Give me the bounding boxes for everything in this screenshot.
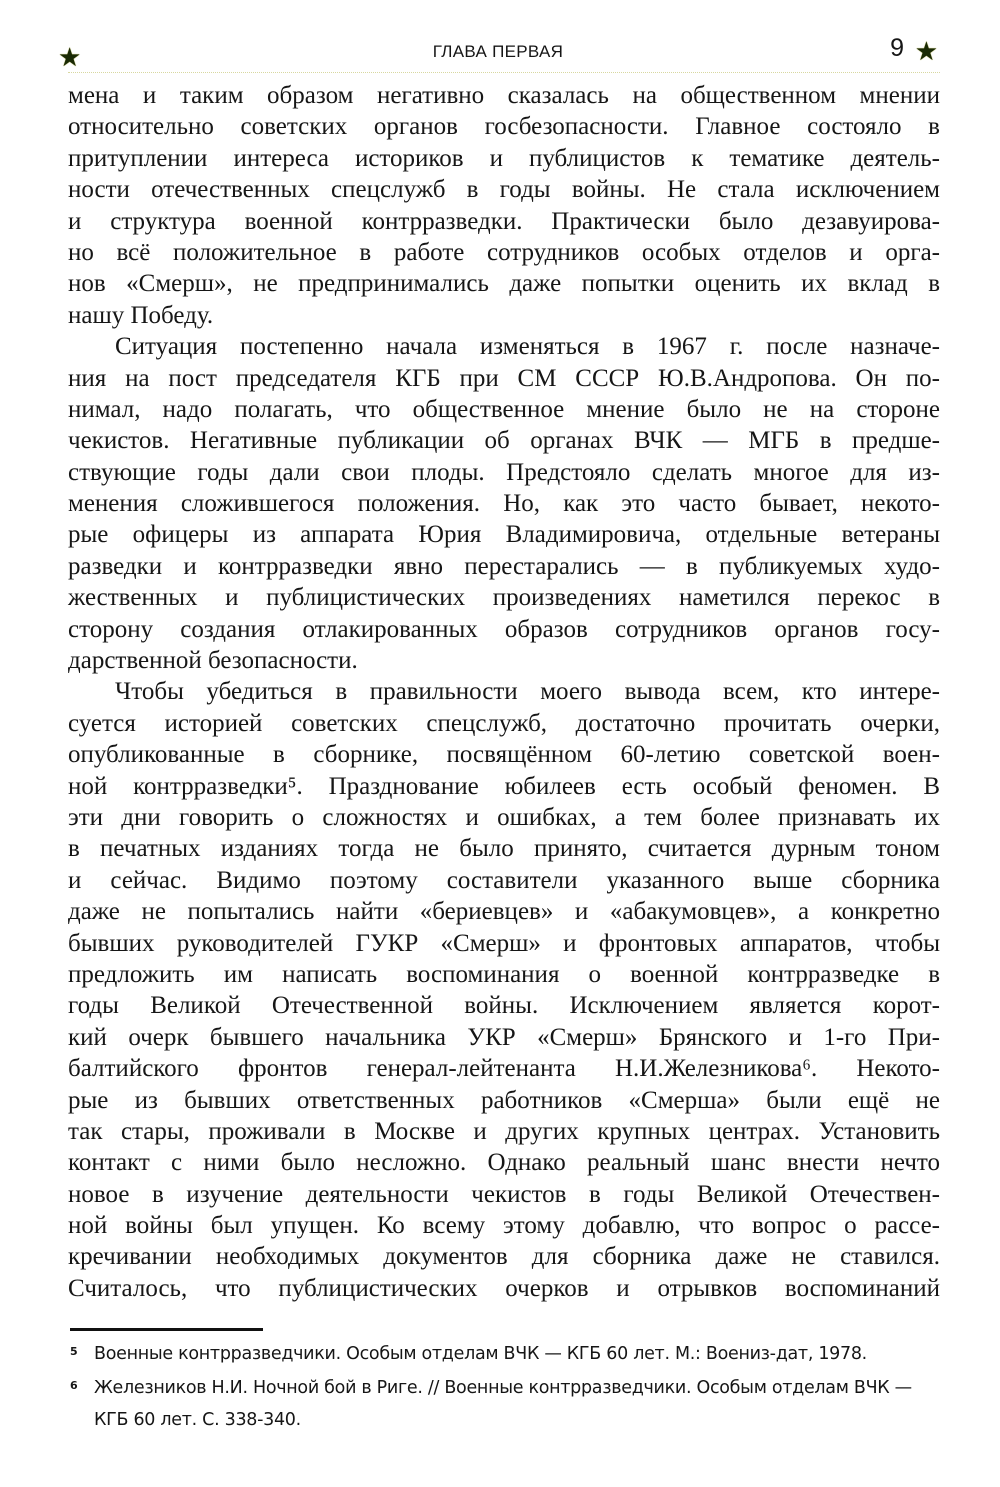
- text-line: Ситуация постепенно начала изменяться в 1967 г. после назначе-: [115, 333, 940, 361]
- text-line: ности отечественных спецслужб в годы войны. Не стала исключением: [68, 176, 940, 204]
- text-line: Считалось, что публицистических очерков и отрывков воспоминаний: [68, 1274, 940, 1302]
- footnote-text: Железников Н.И. Ночной бой в Риге. // Военные контрразведчики. Особым отделам ВЧК — КГБ 60 лет. С. 338-340.: [94, 1378, 912, 1430]
- page-number: 9: [890, 34, 904, 62]
- text-line: ствующие годы дали свои плоды. Предстояло сделать многое для из-: [68, 458, 940, 486]
- text-line: суется историей советских спецслужб, достаточно прочитать очерки,: [68, 709, 940, 737]
- text-line: менения сложившегося положения. Но, как это часто бывает, некото-: [68, 490, 940, 518]
- text-line: ной контрразведки⁵. Празднование юбилеев есть особый феномен. В: [68, 772, 940, 800]
- text-line: и структура военной контрразведки. Практически было дезавуирова-: [68, 207, 940, 235]
- text-line: чекистов. Негативные публикации об органах ВЧК — МГБ в предше-: [68, 427, 940, 455]
- text-line: бывших руководителей ГУКР «Смерш» и фронтовых аппаратов, чтобы: [68, 929, 940, 957]
- header-divider: [68, 72, 940, 73]
- text-line: годы Великой Отечественной войны. Исключением является корот-: [68, 992, 940, 1020]
- footnote: [70, 1370, 940, 1436]
- footnote-mark: 6: [70, 1379, 78, 1392]
- text-line: сторону создания отлакированных образов сотрудников органов госу-: [68, 615, 940, 643]
- paragraph: [68, 80, 940, 331]
- text-line: ной войны был упущен. Ко всему этому добавлю, что вопрос о рассе-: [68, 1212, 940, 1240]
- text-line: новое в изучение деятельности чекистов в годы Великой Отечествен-: [68, 1180, 940, 1208]
- text-line: разведки и контрразведки явно перестарались — в публикуемых худо-: [68, 552, 940, 580]
- text-line: мена и таким образом негативно сказалась на общественном мнении: [68, 82, 940, 109]
- text-line: контакт с ними было несложно. Однако реальный шанс внести нечто: [68, 1149, 940, 1177]
- paragraph: [68, 331, 940, 676]
- text-line: так стары, проживали в Москве и других крупных центрах. Установить: [68, 1117, 940, 1145]
- text-line: и сейчас. Видимо поэтому составители указанного выше сборника: [68, 866, 940, 894]
- chapter-title: ГЛАВА ПЕРВАЯ: [432, 42, 564, 61]
- star-icon: ★: [58, 42, 82, 72]
- text-line: нимал, надо полагать, что общественное мнение было не на стороне: [68, 395, 940, 423]
- text-line: предложить им написать воспоминания о военной контрразведке в: [68, 960, 940, 988]
- footnote-mark: 5: [70, 1345, 78, 1358]
- footnotes: [70, 1336, 940, 1436]
- footnote-text: Военные контрразведчики. Особым отделам ВЧК — КГБ 60 лет. М.: Воениз-дат, 1978.: [94, 1344, 867, 1364]
- footnote: [70, 1336, 940, 1370]
- text-line: рые офицеры из аппарата Юрия Владимировича, отдельные ветераны: [68, 521, 940, 549]
- star-icon: ★: [914, 36, 938, 66]
- text-line: нов «Смерш», не предпринимались даже попытки оценить их вклад в: [68, 270, 940, 298]
- body-text: [68, 80, 940, 1304]
- text-line: но всё положительное в работе сотрудников особых отделов и орга-: [68, 238, 940, 266]
- text-line: притуплении интереса историков и публицистов к тематике деятель-: [68, 144, 940, 172]
- running-header: [58, 34, 938, 70]
- footnote-divider: [70, 1328, 263, 1331]
- text-line: нашу Победу.: [68, 301, 214, 329]
- text-line: в печатных изданиях тогда не было принято, считается дурным тоном: [68, 835, 940, 863]
- text-line: опубликованные в сборнике, посвящённом 60-летию советской воен-: [68, 741, 940, 769]
- text-line: рые из бывших ответственных работников «Смерша» были ещё не: [68, 1086, 940, 1114]
- text-line: эти дни говорить о сложностях и ошибках, а тем более признавать их: [68, 803, 940, 831]
- text-line: ния на пост председателя КГБ при СМ СССР Ю.В.Андропова. Он по-: [68, 364, 940, 392]
- text-line: кий очерк бывшего начальника УКР «Смерш» Брянского и 1-го При-: [68, 1023, 940, 1051]
- text-line: кречивании необходимых документов для сборника даже не ставился.: [68, 1243, 940, 1271]
- text-line: относительно советских органов госбезопасности. Главное состояло в: [68, 113, 940, 141]
- text-line: балтийского фронтов генерал-лейтенанта Н.И.Железникова⁶. Некото-: [68, 1055, 940, 1083]
- paragraph: [68, 676, 940, 1304]
- text-line: Чтобы убедиться в правильности моего вывода всем, кто интере-: [115, 678, 940, 706]
- text-line: даже не попытались найти «бериевцев» и «абакумовцев», а конкретно: [68, 898, 940, 926]
- text-line: дарственной безопасности.: [68, 647, 358, 675]
- text-line: жественных и публицистических произведениях наметился перекос в: [68, 584, 940, 612]
